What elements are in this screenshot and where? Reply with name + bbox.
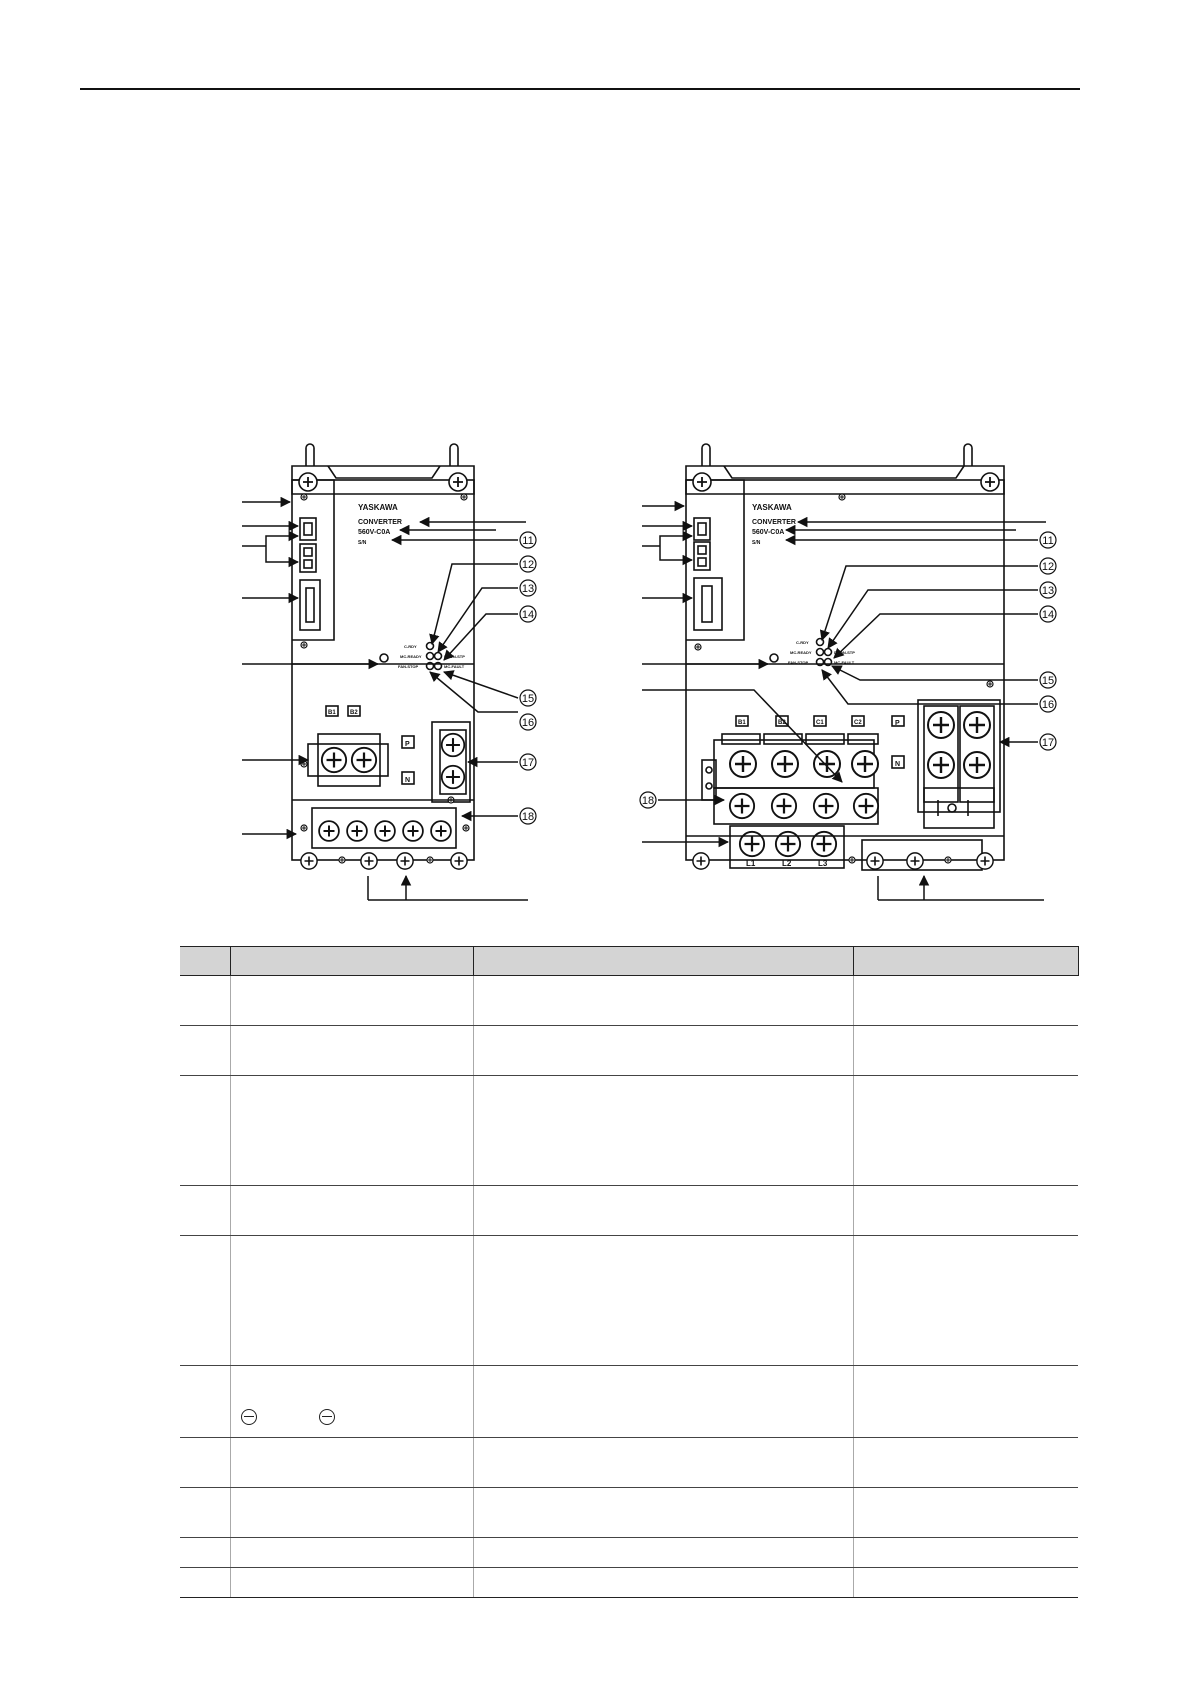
right-c1-label: C1 — [816, 720, 824, 726]
right-led2-label: MC-READY — [790, 650, 812, 655]
right-callout-13: 13 — [1041, 585, 1055, 597]
right-c2-label: C2 — [854, 720, 862, 726]
left-callout-17: 17 — [521, 757, 535, 769]
table-header-row — [180, 947, 1078, 976]
left-callout-14: 14 — [521, 609, 535, 621]
right-led1-label: C-RDY — [796, 640, 809, 645]
table-row — [180, 1538, 1078, 1568]
right-led3-label: DBON-STP — [834, 650, 855, 655]
left-brand: YASKAWA — [358, 503, 398, 512]
left-callout-15: 15 — [521, 693, 535, 705]
minus-terminal-icon — [319, 1409, 335, 1425]
right-p-label: P — [895, 720, 900, 727]
left-callout-11: 11 — [522, 535, 534, 547]
left-p-label: P — [405, 741, 410, 748]
left-callout-12: 12 — [521, 559, 535, 571]
right-model-label: CONVERTER — [752, 519, 796, 526]
right-converter-unit — [686, 444, 1004, 870]
table-row — [180, 1026, 1078, 1076]
table-body — [180, 976, 1078, 1598]
left-callouts — [520, 532, 536, 824]
left-b2-label: B2 — [350, 710, 358, 716]
table-row — [180, 976, 1078, 1026]
table-row — [180, 1236, 1078, 1366]
right-led4-label: FAN-STOP — [788, 660, 809, 665]
right-callout-11: 11 — [1042, 535, 1054, 547]
right-l1-label: L1 — [746, 859, 756, 868]
minus-terminal-icon — [241, 1409, 257, 1425]
right-b1-label: B1 — [738, 720, 746, 726]
header-description — [473, 947, 853, 976]
left-led3-label: DBON-STP — [444, 654, 465, 659]
right-rating-label: 560V-C0A — [752, 529, 785, 536]
right-n-label: N — [895, 761, 901, 768]
right-brand: YASKAWA — [752, 503, 792, 512]
left-led5-label: MC-FAULT — [444, 664, 465, 669]
left-callout-18: 18 — [521, 811, 535, 823]
left-n-label: N — [405, 777, 411, 784]
right-callout-17: 17 — [1041, 737, 1055, 749]
table-row — [180, 1438, 1078, 1488]
left-callout-13: 13 — [521, 583, 535, 595]
table-row — [180, 1076, 1078, 1186]
left-sn-label: S/N — [358, 540, 367, 546]
table-row — [180, 1186, 1078, 1236]
left-led4-label: FAN-STOP — [398, 664, 419, 669]
right-l2-label: L2 — [782, 859, 792, 868]
header-no — [180, 947, 230, 976]
right-callout-15: 15 — [1041, 675, 1055, 687]
left-rating-label: 560V-C0A — [358, 529, 391, 536]
right-b2-label: B2 — [778, 720, 786, 726]
right-callout-16: 16 — [1041, 699, 1055, 711]
table-row — [180, 1366, 1078, 1438]
table-row — [180, 1488, 1078, 1538]
parts-table — [180, 946, 1079, 1598]
table-row — [180, 1568, 1078, 1598]
left-b1-label: B1 — [328, 710, 336, 716]
left-led2-label: MC-READY — [400, 654, 422, 659]
header-reference — [853, 947, 1078, 976]
right-led5-label: MC-FAULT — [834, 660, 855, 665]
right-callout-12: 12 — [1041, 561, 1055, 573]
right-callout-14: 14 — [1041, 609, 1055, 621]
left-callout-16: 16 — [521, 717, 535, 729]
right-sn-label: S/N — [752, 540, 761, 546]
header-name — [230, 947, 473, 976]
right-l3-label: L3 — [818, 859, 828, 868]
left-model-label: CONVERTER — [358, 519, 402, 526]
right-callout-18: 18 — [641, 795, 655, 807]
left-led1-label: C-RDY — [404, 644, 417, 649]
